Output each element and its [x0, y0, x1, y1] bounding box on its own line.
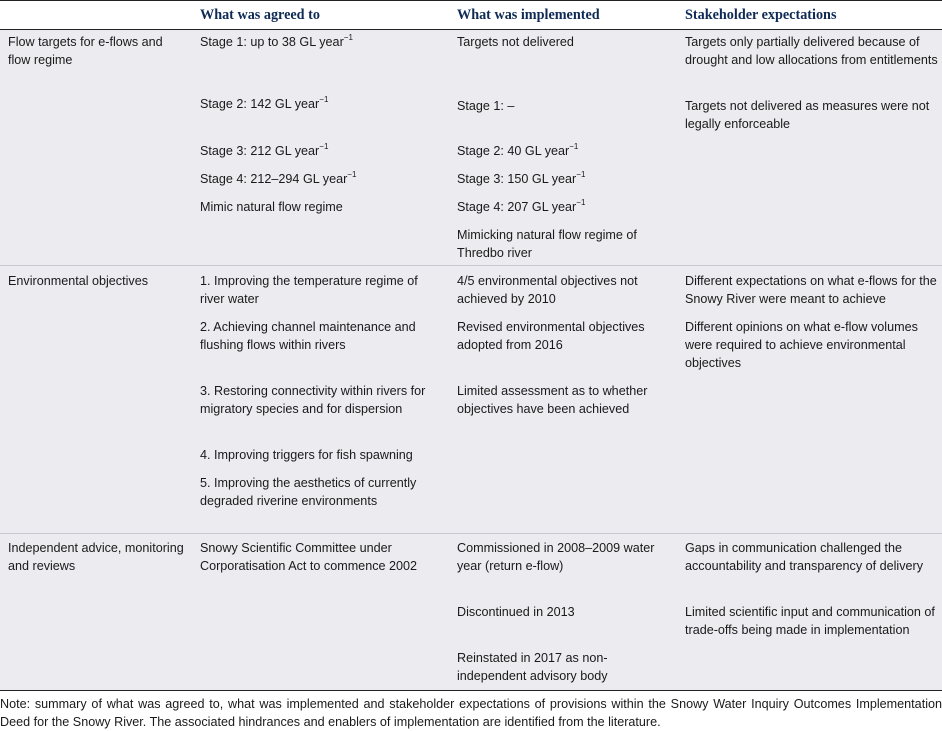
implemented-item: Stage 1: – [457, 99, 515, 113]
agreed-item: 4. Improving triggers for fish spawning [200, 448, 413, 462]
implemented-item: Reinstated in 2017 as non-independent advisory body [457, 651, 608, 683]
implemented-item: Stage 4: 207 GL year$^{-1}$ [457, 197, 586, 214]
agreed-item: 3. Restoring connectivity within rivers for migratory species and for dispersion [200, 384, 426, 416]
row-label: Environmental objectives [8, 274, 149, 288]
table-row-independent-advice [0, 534, 942, 690]
agreed-item: Stage 3: 212 GL year$^{-1}$ [200, 141, 329, 158]
implemented-item: Stage 2: 40 GL year$^{-1}$ [457, 141, 579, 158]
agreed-item: Snowy Scientific Committee under Corporatisation Act to commence 2002 [200, 541, 418, 573]
table-row-environmental-objectives [0, 266, 942, 534]
agreed-item: 2. Achieving channel maintenance and flushing flows within rivers [200, 320, 416, 352]
agreed-item: Stage 2: 142 GL year$^{-1}$ [200, 94, 329, 111]
implemented-item: Limited assessment as to whether objectives have been achieved [457, 384, 648, 416]
table-header-row [0, 0, 942, 30]
implemented-item: Revised environmental objectives adopted from 2016 [457, 320, 645, 352]
expectation-item: Targets not delivered as measures were not legally enforceable [685, 99, 930, 131]
expectation-item: Gaps in communication challenged the accountability and transparency of delivery [685, 541, 924, 573]
implemented-item: 4/5 environmental objectives not achieved by 2010 [457, 274, 638, 306]
table-bottom-rule [0, 690, 942, 691]
header-implemented: What was implemented [457, 7, 600, 23]
implemented-item: Mimicking natural flow regime of Thredbo river [457, 228, 637, 260]
implemented-item: Targets not delivered [457, 35, 574, 49]
expectation-item: Targets only partially delivered because of drought and low allocations from entitlements [685, 35, 938, 67]
expectation-item: Different expectations on what e-flows for the Snowy River were meant to achieve [685, 274, 937, 306]
implemented-item: Stage 3: 150 GL year$^{-1}$ [457, 169, 586, 186]
header-agreed: What was agreed to [200, 7, 320, 23]
agreed-item: 5. Improving the aesthetics of currently degraded riverine environments [200, 476, 417, 508]
agreed-item: Mimic natural flow regime [200, 200, 343, 214]
header-expectations: Stakeholder expectations [685, 7, 837, 23]
table-row-flow-targets [0, 30, 942, 266]
agreed-item: Stage 4: 212–294 GL year$^{-1}$ [200, 169, 357, 186]
agreed-item: Stage 1: up to 38 GL year$^{-1}$ [200, 32, 353, 49]
row-label: Independent advice, monitoring and reviews [8, 541, 184, 573]
agreed-item: 1. Improving the temperature regime of river water [200, 274, 418, 306]
implemented-item: Commissioned in 2008–2009 water year (return e-flow) [457, 541, 655, 573]
expectation-item: Different opinions on what e-flow volumes were required to achieve environmental objectives [685, 320, 918, 370]
table-note: Note: summary of what was agreed to, what was implemented and stakeholder expectations of provisions within the Snowy Water Inquiry Outcomes Implementation Deed for the Snowy River. The associated hindrances and enablers of implementation are identified from the literature. [0, 697, 942, 729]
row-label: Flow targets for e-flows and flow regime [8, 35, 163, 67]
implemented-item: Discontinued in 2013 [457, 605, 575, 619]
expectation-item: Limited scientific input and communication of trade-offs being made in implementation [685, 605, 935, 637]
